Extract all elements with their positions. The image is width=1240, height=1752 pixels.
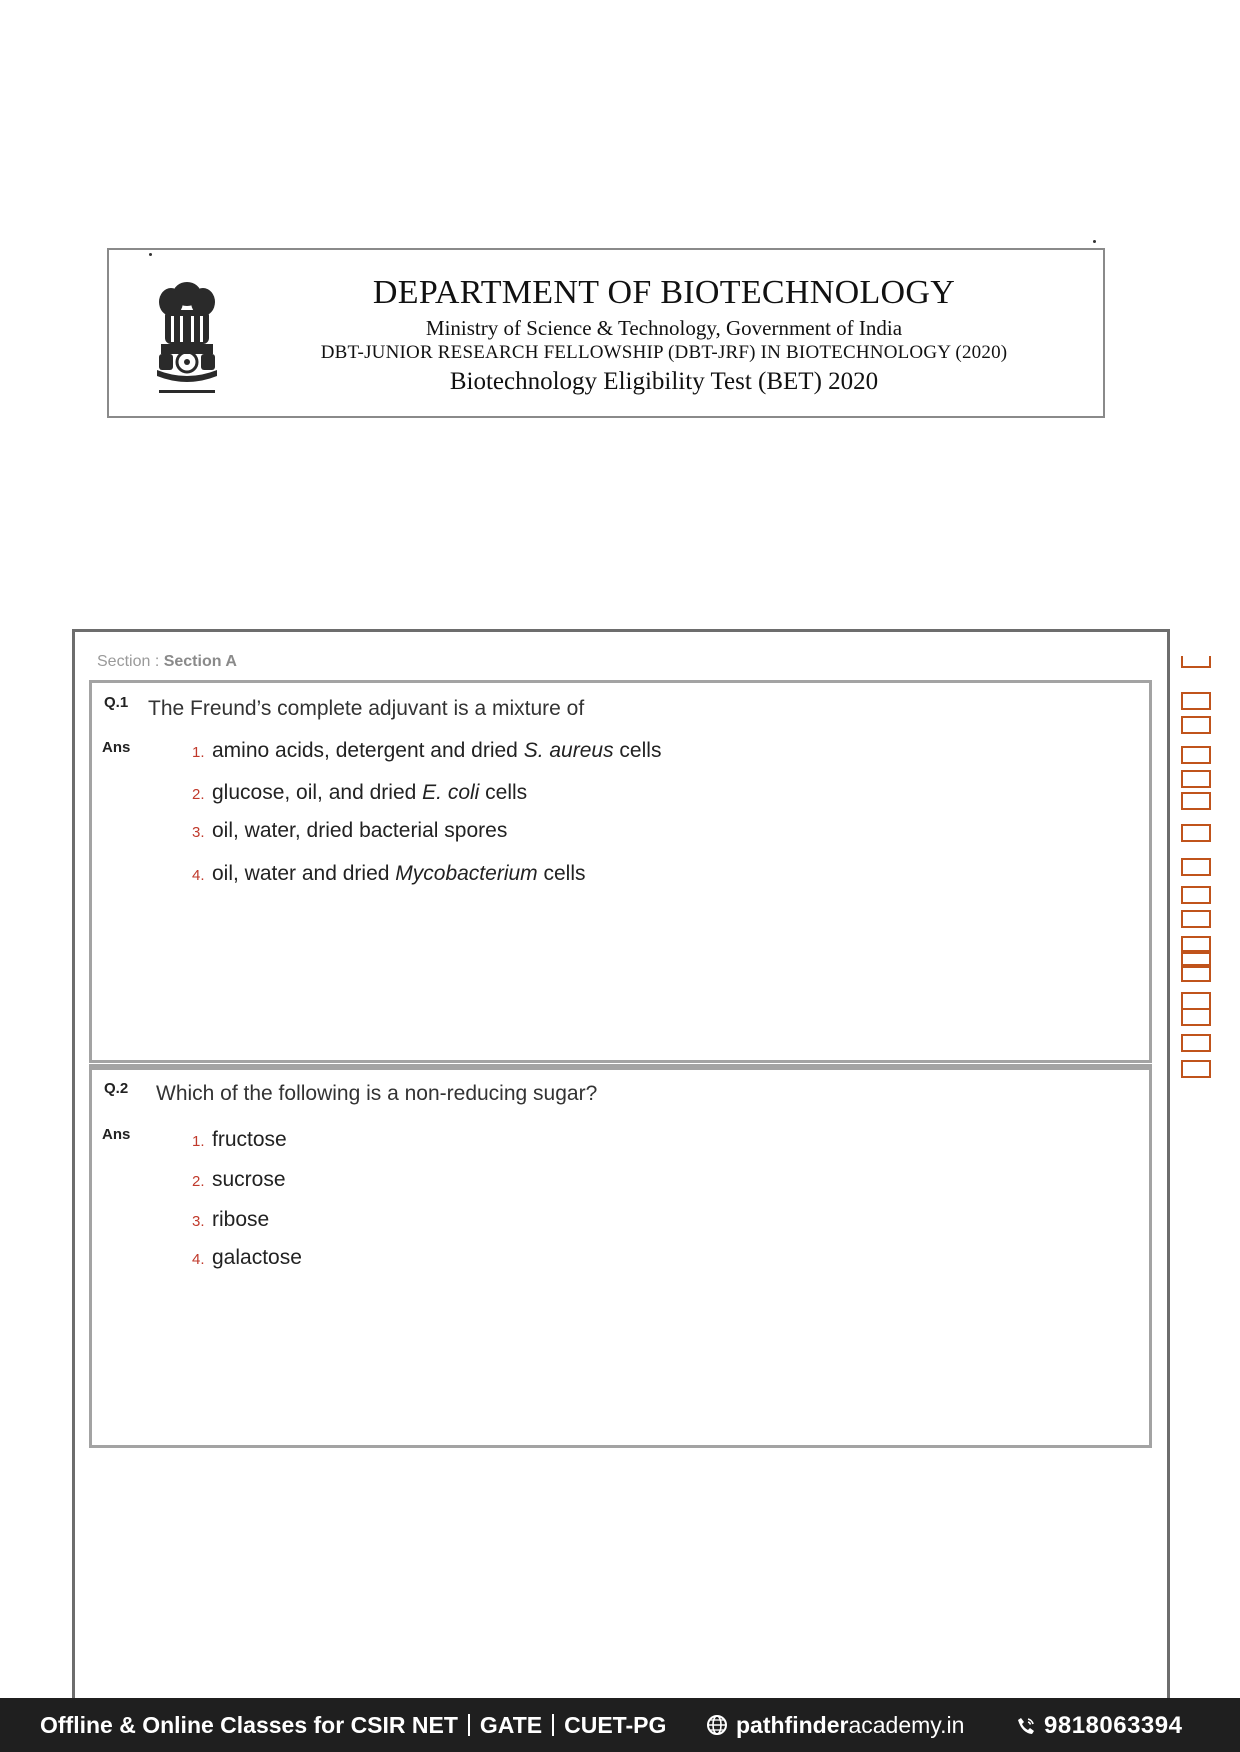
side-box [1181,1008,1211,1026]
option-text: oil, water, dried bacterial spores [212,819,508,842]
fellowship-line: DBT-JUNIOR RESEARCH FELLOWSHIP (DBT-JRF) IN BIOTECHNOLOGY (2020) [320,342,1008,363]
option-number: 1. [192,1133,205,1150]
banner-dot [149,253,152,256]
side-box [1181,886,1211,904]
side-box [1181,746,1211,764]
banner-dot [1093,240,1096,243]
footer-website[interactable] [706,1712,964,1739]
gate-text: GATE [479,1712,543,1738]
question-text: Which of the following is a non-reducing sugar? [156,1082,598,1105]
answer-option[interactable] [192,1168,286,1192]
answer-label: Ans [102,1126,131,1143]
answer-option[interactable] [192,862,586,886]
option-text: fructose [212,1128,287,1151]
option-number: 3. [192,1213,205,1230]
phone-number: 9818063394 [1044,1712,1183,1739]
question-number: Q.2 [104,1080,129,1097]
ministry-line: Ministry of Science & Technology, Government of India [425,316,903,340]
option-text: galactose [212,1246,302,1269]
footer-phone[interactable] [1016,1712,1182,1740]
side-box [1181,1060,1211,1078]
answer-option[interactable] [192,1208,269,1232]
option-text: ribose [212,1208,270,1231]
option-number: 1. [192,744,205,761]
side-box [1181,824,1211,842]
side-box [1181,770,1211,788]
question-number: Q.1 [104,694,129,711]
separator [468,1714,470,1736]
department-title: DEPARTMENT OF BIOTECHNOLOGY [372,274,956,311]
section-name: Section A [163,653,237,670]
side-box [1181,858,1211,876]
section-heading [97,653,237,671]
question-panel [89,680,1152,1063]
side-box [1181,716,1211,734]
option-text: oil, water and dried Mycobacterium cells [212,862,586,885]
answer-option[interactable] [192,1128,287,1152]
answer-option[interactable] [192,781,527,805]
side-box [1181,1034,1211,1052]
option-number: 4. [192,867,205,884]
question-panel [89,1064,1152,1448]
classes-text: Offline & Online Classes for CSIR NET [40,1712,458,1738]
answer-label: Ans [102,739,131,756]
cuet-text: CUET-PG [564,1712,667,1738]
answer-option[interactable] [192,739,661,763]
phone-icon [1016,1716,1036,1736]
side-box [1181,910,1211,928]
option-text: glucose, oil, and dried E. coli cells [212,781,528,804]
national-emblem-icon [147,272,227,402]
side-box [1181,964,1211,982]
header-banner [107,248,1105,418]
separator [552,1714,554,1736]
footer-classes [40,1712,666,1739]
side-box [1181,692,1211,710]
answer-option[interactable] [192,819,507,843]
website-bold: pathfinder [736,1712,849,1738]
answer-option[interactable] [192,1246,302,1270]
footer-bar [0,1698,1240,1752]
section-prefix: Section : [97,653,164,670]
option-number: 2. [192,1173,205,1190]
option-number: 3. [192,824,205,841]
option-number: 4. [192,1251,205,1268]
option-text: sucrose [212,1168,286,1191]
option-text: amino acids, detergent and dried S. aureus cells [212,739,662,762]
globe-icon [706,1714,728,1736]
question-text: The Freund’s complete adjuvant is a mixture of [148,697,585,720]
test-name: Biotechnology Eligibility Test (BET) 2020 [449,368,879,395]
website-light: academy.in [848,1712,965,1738]
option-number: 2. [192,786,205,803]
side-box [1181,792,1211,810]
side-box [1181,656,1211,668]
